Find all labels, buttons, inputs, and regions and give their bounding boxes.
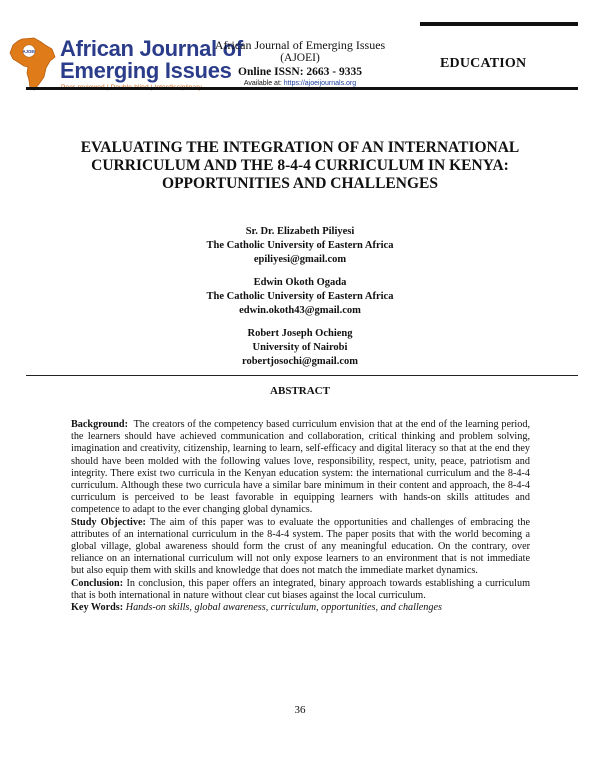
keywords-label: Key Words: [71,602,124,614]
journal-name: African Journal of Emerging Issues [214,38,386,52]
logo-line-1: African Journal of [60,36,243,61]
background-label: Background: [71,419,128,430]
author-affiliation: The Catholic University of Eastern Africa [206,291,394,302]
conclusion-text: In conclusion, this paper offers an integrated, binary approach towards establishing a curriculum that is both international in nature without clear cut biases against the local curriculum. [71,577,530,601]
author-block [100,225,500,267]
abstract-conclusion [71,578,530,602]
objective-label: Study Objective: [71,516,146,528]
conclusion-label: Conclusion: [71,577,124,589]
author-affiliation: The Catholic University of Eastern Africa [206,240,394,251]
header-bottom-rule [26,87,578,90]
paper-title [40,139,560,193]
journal-info [212,39,388,89]
abstract-background [71,419,530,517]
objective-text: The aim of this paper was to evaluate the opportunities and challenges of embracing the attributes of an international curriculum in the 8-4-4 system. The paper posits that with the world becoming a global village, global awareness should form the crust of any meaningful education. On the contrary, over reliance on an international curriculum will not only expose learners to an environment that is not immediate but also equip them with skills and knowledge that does not match the immediate market dynamics. [71,516,530,577]
abstract-heading: ABSTRACT [270,385,330,397]
journal-url-link[interactable]: https://ajoeijournals.org [283,80,357,87]
keywords-text: Hands-on skills, global awareness, curriculum, opportunities, and challenges [125,602,442,614]
abstract-body [71,419,530,614]
author-block [100,327,500,369]
abstract-objective [71,517,530,578]
author-email: robertjosochi@gmail.com [241,356,358,367]
section-label: EDUCATION [440,56,527,71]
abstract-rule [26,375,578,376]
page-number: 36 [294,704,306,716]
header-top-rule [420,22,578,26]
title-line-3: OPPORTUNITIES AND CHALLENGES [162,175,438,192]
abstract-keywords [71,602,530,614]
title-line-1: EVALUATING THE INTEGRATION OF AN INTERNATIONAL [80,139,520,156]
author-name: Edwin Okoth Ogada [253,277,347,288]
available-label: Available at: [243,80,284,87]
author-name: Robert Joseph Ochieng [247,328,353,339]
author-name: Sr. Dr. Elizabeth Piliyesi [245,226,355,237]
author-email: epiliyesi@gmail.com [253,254,347,265]
author-block [100,276,500,318]
journal-issn: Online ISSN: 2663 - 9335 [238,66,362,78]
author-affiliation: University of Nairobi [252,342,348,353]
logo-badge-text: AJOEI [22,49,36,54]
africa-map-icon [8,37,58,93]
journal-abbrev: (AJOEI) [280,52,320,64]
title-line-2: CURRICULUM AND THE 8-4-4 CURRICULUM IN KENYA: [91,157,509,174]
logo-line-2: Emerging Issues [60,58,232,83]
background-text: The creators of the competency based curriculum envision that at the end of the learning period, the learners should have achieved communication and collaboration, critical thinking and problem solving, imagination and creativity, citizenship, learning to learn, self-efficacy and digital literacy so that at the end they should have been molded with the following values love, responsibility, respect, unity, peace, patriotism and integrity. There exist two curricula in the Kenyan education system: the international curriculum and the 8-4-4 curriculum. Although these two curricula have a similar bare minimum in their content and approach, the 8-4-4 curriculum is perceived to be least favorable in equipping learners with hands-on skills attitudes and competence to adapt to the ever changing global dynamics. [71,419,530,516]
author-list [100,225,500,378]
author-email: edwin.okoth43@gmail.com [239,305,361,316]
